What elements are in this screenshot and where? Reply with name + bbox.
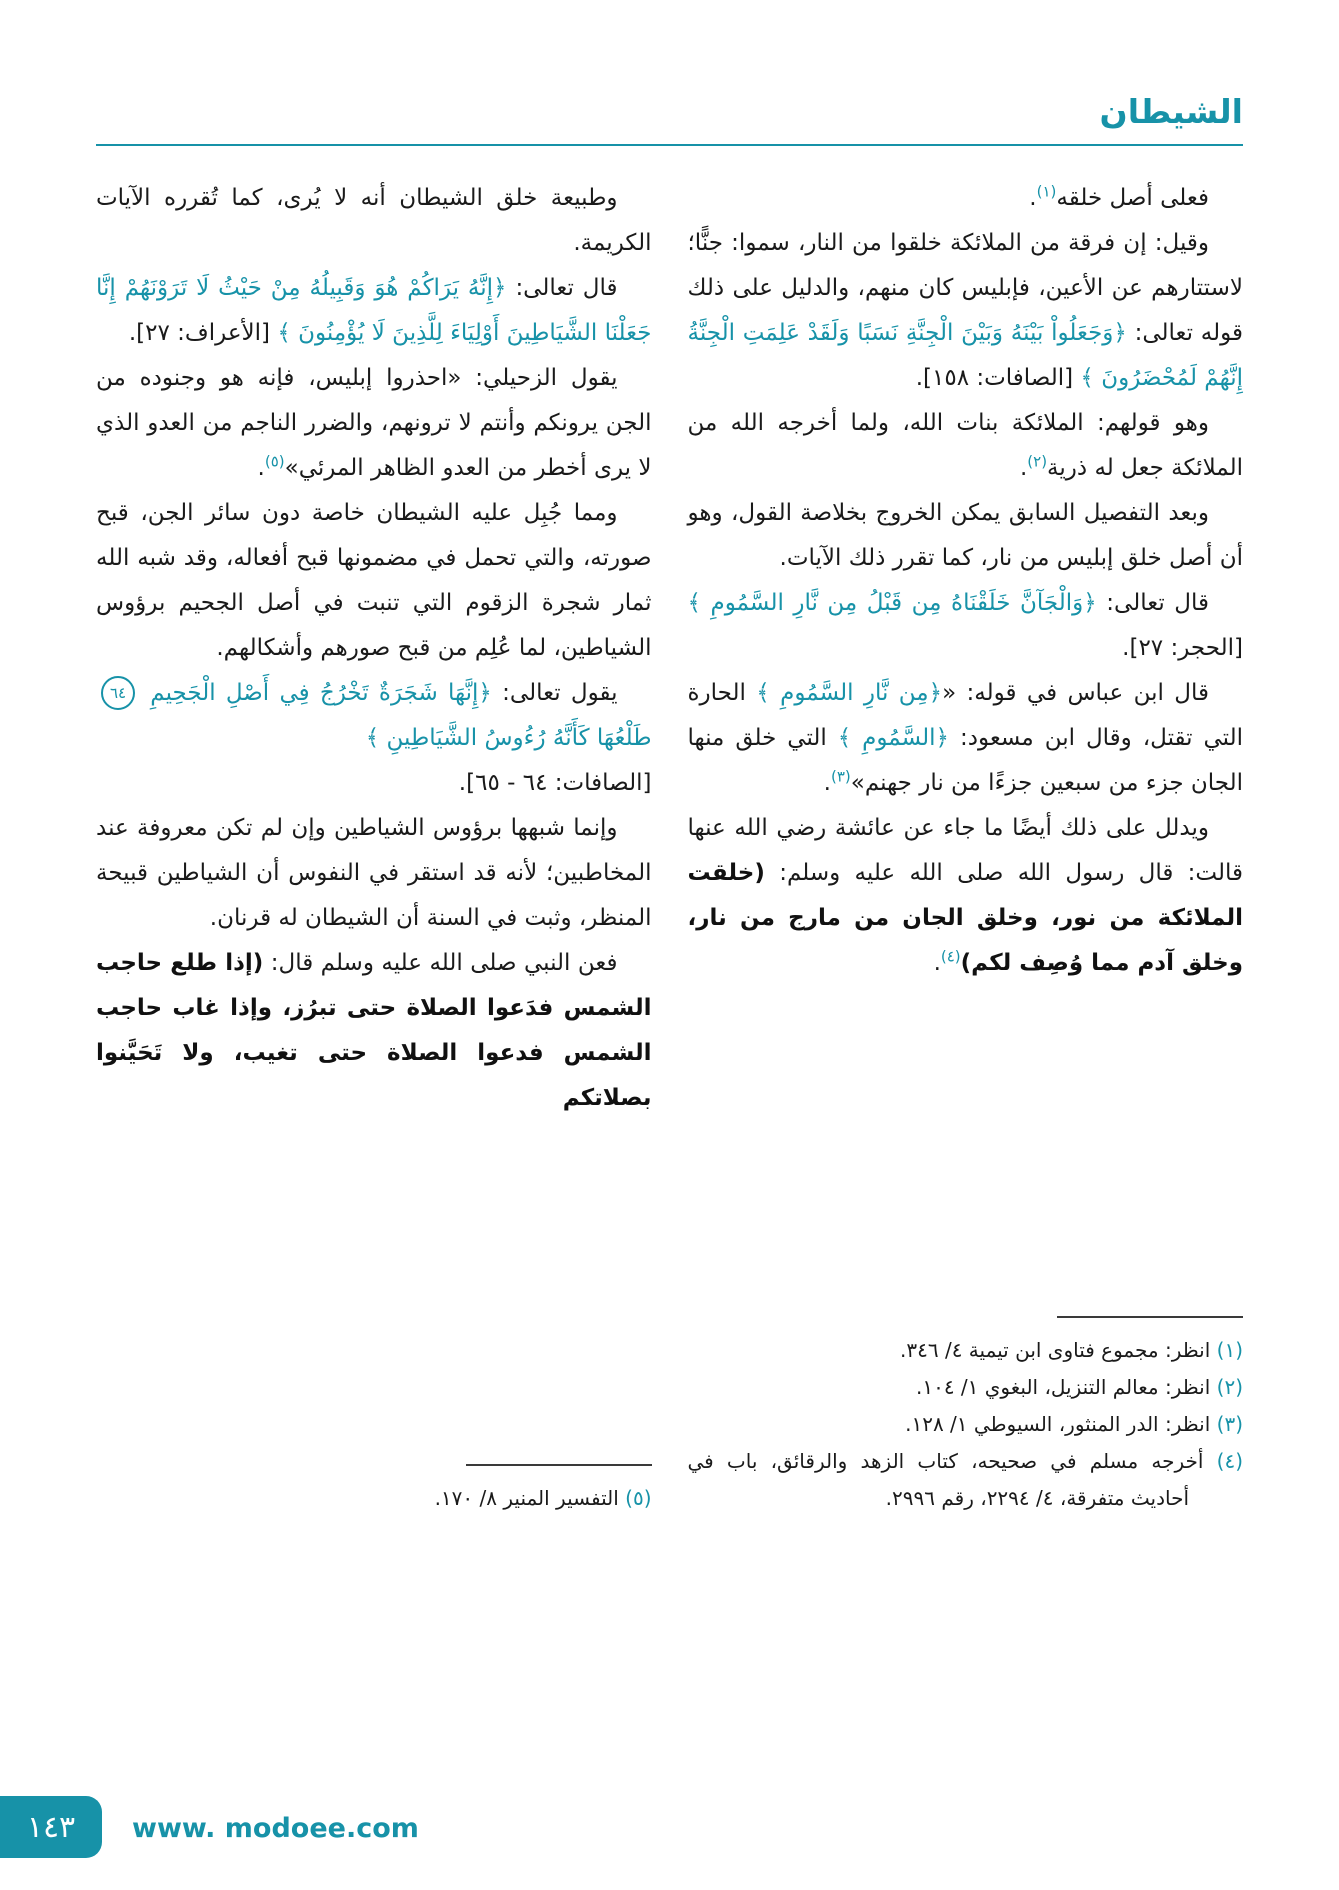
- body-text: [الصافات: ٦٤ - ٦٥].: [458, 769, 652, 796]
- body-text: وطبيعة خلق الشيطان أنه لا يُرى، كما تُقرره الآيات الكريمة.: [96, 184, 652, 256]
- footnote-text: التفسير المنير ٨/ ١٧٠.: [434, 1485, 626, 1510]
- paragraph: [688, 581, 1244, 671]
- body-text: .: [823, 769, 831, 796]
- page-header: [96, 92, 1243, 146]
- body-text: ويدلل على ذلك أيضًا ما جاء عن عائشة رضي الله عنها قالت: قال رسول الله صلى الله عليه وسلم:: [687, 814, 1243, 886]
- website-text: www. modoee.com: [132, 1813, 419, 1844]
- paragraph: [96, 806, 652, 941]
- quran-verse: ﴿وَالْجَآنَّ خَلَقْنَاهُ مِن قَبْلُ مِن نَّارِ السَّمُومِ ﴾: [687, 589, 1097, 616]
- body-text: [الصافات: ١٥٨].: [915, 364, 1081, 391]
- hadith-text: (إذا طلع حاجب الشمس فدَعوا الصلاة حتى تبرُز، وإذا غاب حاجب الشمس فدعوا الصلاة حتى تغيب، ولا تَحَيَّنوا بصلاتكم: [96, 949, 652, 1111]
- left-column-text: [96, 176, 652, 1121]
- footnote-number: (١): [1216, 1337, 1243, 1362]
- footnote-text: انظر: معالم التنزيل، البغوي ١/ ١٠٤.: [915, 1374, 1217, 1399]
- body-text: وقيل: إن فرقة من الملائكة خلقوا من النار، سموا: جنًّا؛ لاستتارهم عن الأعين، فإبليس كان منهم، والدليل على ذلك قوله تعالى:: [687, 229, 1243, 346]
- body-text: قال تعالى:: [1096, 589, 1209, 616]
- body-text: قال ابن عباس في قوله: «: [942, 679, 1209, 706]
- right-column-text: [688, 176, 1244, 986]
- body-text: .: [257, 454, 265, 481]
- quran-verse: طَلْعُهَا كَأَنَّهُ رُءُوسُ الشَّيَاطِينِ ﴾: [365, 724, 652, 751]
- quran-verse: ﴿إِنَّهَا شَجَرَةٌ تَخْرُجُ فِي أَصْلِ الْجَحِيمِ: [140, 679, 492, 706]
- page-number-tab: [0, 1796, 102, 1858]
- ayah-number-badge: ٦٤: [101, 676, 135, 710]
- footnote-marker: (١): [1036, 181, 1057, 200]
- footnote-number: (٣): [1216, 1411, 1243, 1436]
- paragraph: [96, 491, 652, 671]
- body-text: يقول الزحيلي: «احذروا إبليس، فإنه هو وجنوده من الجن يرونكم وأنتم لا ترونهم، والضرر الناجم من العدو الذي لا يرى أخطر من العدو الظاهر المرئي»: [96, 364, 652, 481]
- quran-verse: ﴿مِن نَّارِ السَّمُومِ ﴾: [756, 679, 943, 706]
- left-footnotes-list: [96, 1480, 652, 1517]
- paragraph: [688, 671, 1244, 806]
- body-text: ومما جُبِل عليه الشيطان خاصة دون سائر الجن، قبح صورته، والتي تحمل في مضمونها قبح أفعاله، وقد شبه الله ثمار شجرة الزقوم التي تنبت في أصل الجحيم برؤوس الشياطين، لما عُلِم من قبح صورهم وأشكالهم.: [96, 499, 652, 661]
- body-text: .: [1019, 454, 1028, 481]
- body-text: وإنما شبهها برؤوس الشياطين وإن لم تكن معروفة عند المخاطبين؛ لأنه قد استقر في النفوس أن الشياطين قبيحة المنظر، وثبت في السنة أن الشيطان له قرنان.: [96, 814, 652, 931]
- content: [96, 176, 1243, 1521]
- paragraph: [688, 176, 1244, 221]
- body-text: التي خلق منها الجان جزء من سبعين جزءًا من نار جهنم»: [687, 724, 1243, 796]
- paragraph: [688, 221, 1244, 401]
- hadith-text: (خلقت الملائكة من نور، وخلق الجان من مارج من نار، وخلق آدم مما وُصِف لكم): [687, 859, 1243, 976]
- paragraph: [96, 671, 652, 761]
- body-text: [الحجر: ٢٧].: [1122, 634, 1243, 661]
- footnote-text: أخرجه مسلم في صحيحه، كتاب الزهد والرقائق، باب في أحاديث متفرقة، ٤/ ٢٢٩٤، رقم ٢٩٩٦.: [687, 1448, 1217, 1510]
- page-title: الشيطان: [1099, 92, 1243, 131]
- header-rule: [96, 144, 1243, 146]
- footnote-number: (٢): [1216, 1374, 1243, 1399]
- paragraph: [688, 401, 1244, 491]
- footnote: [688, 1332, 1244, 1369]
- left-column: [96, 176, 652, 1521]
- right-column: [688, 176, 1244, 1521]
- footnote-marker: (٢): [1027, 451, 1048, 470]
- footnote: [688, 1369, 1244, 1406]
- body-text: فعلى أصل خلقه: [1056, 184, 1209, 211]
- paragraph: [96, 941, 652, 1121]
- paragraph: [96, 266, 652, 356]
- page-number: ١٤٣: [26, 1809, 76, 1845]
- footnote-text: انظر: مجموع فتاوى ابن تيمية ٤/ ٣٤٦.: [900, 1337, 1217, 1362]
- footnote-marker: (٥): [264, 451, 285, 470]
- quran-verse: ﴿إِنَّهُ يَرَاكُمْ هُوَ وَقَبِيلُهُ مِنْ حَيْثُ لَا تَرَوْنَهُمْ إِنَّا جَعَلْنَا الشَّيَاطِينَ أَوْلِيَاءَ لِلَّذِينَ لَا يُؤْمِنُونَ ﴾: [96, 274, 652, 346]
- quran-verse: ﴿وَجَعَلُواْ بَيْنَهُ وَبَيْنَ الْجِنَّةِ نَسَبًا وَلَقَدْ عَلِمَتِ الْجِنَّةُ إِنَّهُمْ لَمُحْضَرُونَ ﴾: [687, 319, 1243, 391]
- body-text: قال تعالى:: [506, 274, 618, 301]
- body-text: وهو قولهم: الملائكة بنات الله، ولما أخرجه الله من الملائكة جعل له ذرية: [687, 409, 1243, 481]
- footnote: [688, 1443, 1244, 1517]
- paragraph: [688, 491, 1244, 581]
- footnote: [96, 1480, 652, 1517]
- footnote-text: انظر: الدر المنثور، السيوطي ١/ ١٢٨.: [905, 1411, 1217, 1436]
- body-text: يقول تعالى:: [491, 679, 618, 706]
- paragraph: [96, 176, 652, 266]
- footnote-separator: [1057, 1316, 1243, 1318]
- paragraph: [688, 806, 1244, 986]
- footnote: [688, 1406, 1244, 1443]
- body-text: .: [933, 949, 941, 976]
- right-footnotes-list: [688, 1332, 1244, 1517]
- paragraph: [96, 761, 652, 806]
- body-text: وبعد التفصيل السابق يمكن الخروج بخلاصة القول، وهو أن أصل خلق إبليس من نار، كما تقرر ذلك الآيات.: [687, 499, 1243, 571]
- footnote-marker: (٣): [830, 766, 851, 785]
- body-text: فعن النبي صلى الله عليه وسلم قال:: [263, 949, 618, 976]
- paragraph: [96, 356, 652, 491]
- left-footnotes: [96, 1464, 652, 1521]
- quran-verse: ﴿السَّمُومِ ﴾: [837, 724, 949, 751]
- right-footnotes: [688, 1316, 1244, 1521]
- body-text: الحارة التي تقتل، وقال ابن مسعود:: [687, 679, 1244, 751]
- body-text: .: [1029, 184, 1037, 211]
- body-text: [الأعراف: ٢٧].: [128, 319, 278, 346]
- footnote-separator: [466, 1464, 652, 1466]
- footnote-number: (٤): [1216, 1448, 1243, 1473]
- footnote-marker: (٤): [940, 946, 961, 965]
- footnote-number: (٥): [625, 1485, 652, 1510]
